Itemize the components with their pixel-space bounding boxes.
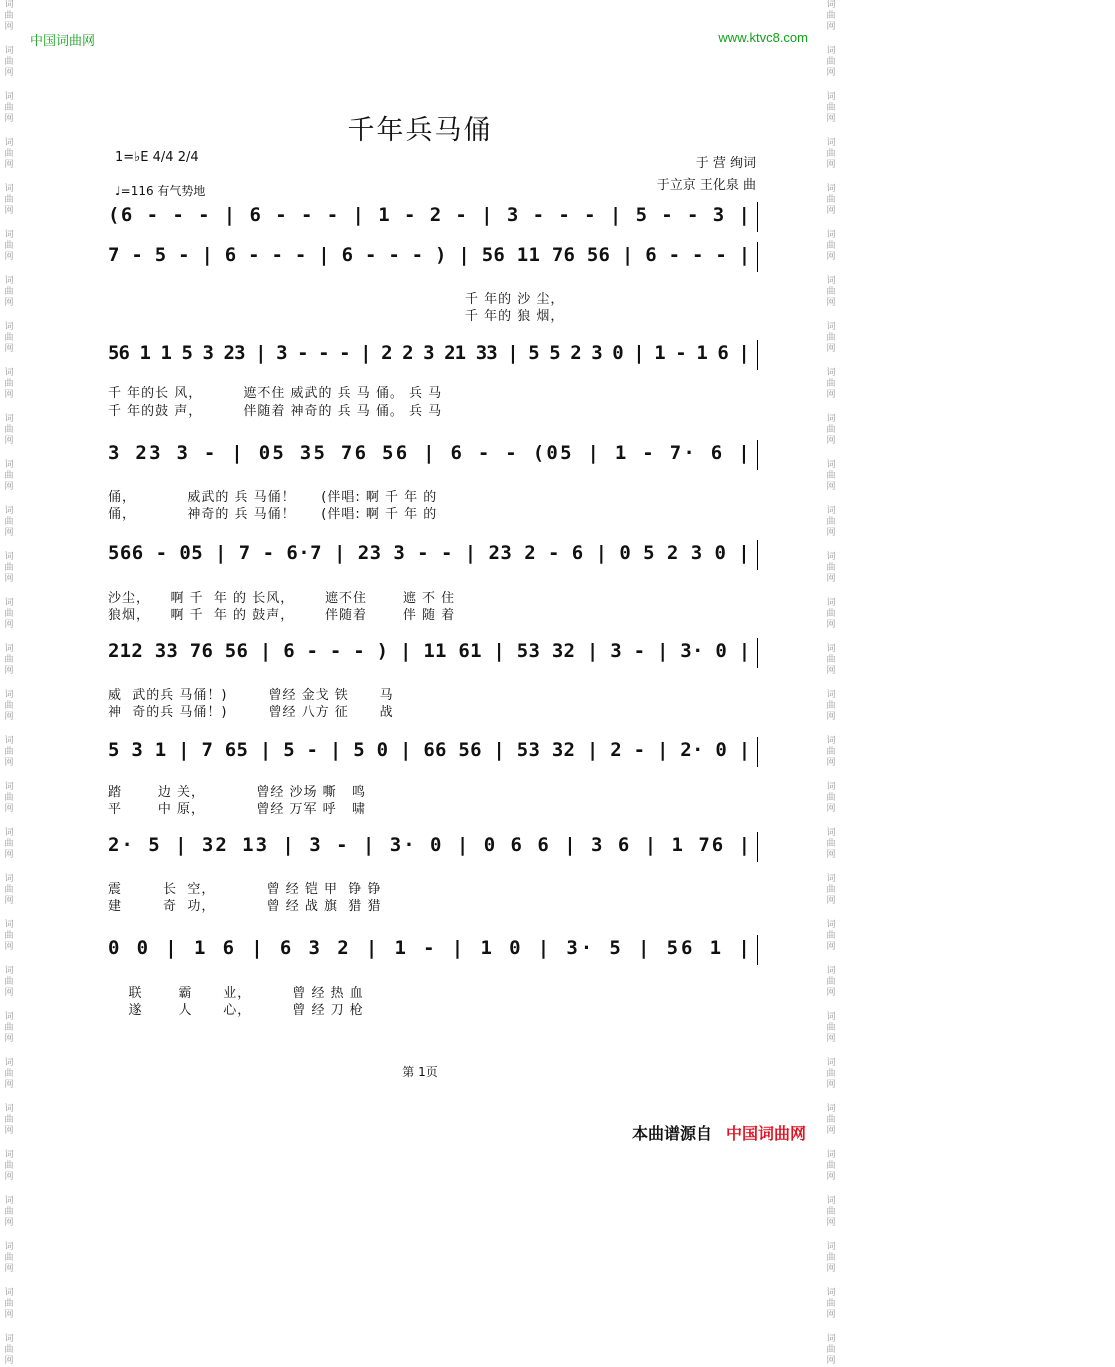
- watermark-group: [824, 0, 838, 33]
- watermark-char: 词: [826, 736, 836, 746]
- watermark-char: 曲: [4, 1299, 14, 1309]
- watermark-char: 词: [826, 690, 836, 700]
- watermark-char: 曲: [4, 977, 14, 987]
- watermark-char: 词: [4, 414, 14, 424]
- watermark-char: 网: [4, 804, 14, 814]
- lyric-line: 神 奇的兵 马俑！) 曾经 八方 征 战: [108, 705, 394, 720]
- watermark-char: 曲: [826, 1069, 836, 1079]
- staff-line: [0, 735, 840, 769]
- watermark-char: 曲: [826, 655, 836, 665]
- watermark-char: 曲: [826, 793, 836, 803]
- barline: [757, 202, 758, 232]
- watermark-char: 词: [4, 230, 14, 240]
- watermark-char: 词: [4, 644, 14, 654]
- watermark-char: 词: [4, 368, 14, 378]
- watermark-char: 网: [4, 942, 14, 952]
- watermark-char: 词: [826, 92, 836, 102]
- tempo-marking: ♩=116 有气势地: [115, 184, 206, 198]
- watermark-char: 网: [826, 1172, 836, 1182]
- barline: [757, 340, 758, 370]
- left-watermark: [2, 0, 16, 1366]
- watermark-char: 网: [826, 206, 836, 216]
- watermark-group: [2, 874, 16, 907]
- lyric-line: 建 奇 功， 曾 经 战 旗 猎 猎: [108, 899, 382, 914]
- watermark-char: 网: [826, 1218, 836, 1228]
- watermark-char: 网: [826, 298, 836, 308]
- watermark-char: 网: [826, 1080, 836, 1090]
- notation: 3 23 3 - | 05 35 76 56 | 6 - - (05 | 1 - 7· 6 |: [108, 442, 752, 464]
- lyricist-credit: 于 营 绚词: [695, 156, 756, 171]
- watermark-group: [824, 46, 838, 79]
- watermark-char: 词: [4, 322, 14, 332]
- watermark-group: [2, 782, 16, 815]
- watermark-char: 词: [826, 1334, 836, 1344]
- site-name-left[interactable]: 中国词曲网: [30, 34, 96, 49]
- watermark-char: 曲: [826, 425, 836, 435]
- watermark-char: 网: [826, 620, 836, 630]
- watermark-char: 曲: [4, 241, 14, 251]
- staff-line: [0, 240, 840, 274]
- lyric-line: 千 年的鼓 声， 伴随着 神奇的 兵 马 俑。 兵 马: [108, 404, 443, 419]
- site-url-right[interactable]: www.ktvc8.com: [718, 30, 808, 45]
- watermark-char: 网: [4, 1080, 14, 1090]
- watermark-char: 网: [4, 436, 14, 446]
- lyric-line: 俑， 神奇的 兵 马俑！ (伴唱: 啊 千 年 的: [108, 507, 438, 522]
- watermark-char: 曲: [4, 1345, 14, 1355]
- watermark-char: 曲: [4, 1207, 14, 1217]
- watermark-group: [2, 966, 16, 999]
- watermark-group: [2, 276, 16, 309]
- watermark-char: 曲: [826, 1345, 836, 1355]
- watermark-char: 曲: [826, 977, 836, 987]
- watermark-char: 曲: [826, 839, 836, 849]
- notation: 566 - 05 | 7 - 6·7 | 23 3 - - | 23 2 - 6 | 0 5 2 3 0 |: [108, 542, 751, 564]
- watermark-char: 词: [4, 1104, 14, 1114]
- watermark-char: 词: [826, 138, 836, 148]
- watermark-char: 网: [4, 1126, 14, 1136]
- watermark-char: 曲: [826, 241, 836, 251]
- watermark-char: 曲: [826, 747, 836, 757]
- watermark-char: 曲: [826, 1161, 836, 1171]
- watermark-group: [824, 1196, 838, 1229]
- watermark-char: 曲: [4, 333, 14, 343]
- watermark-char: 曲: [4, 379, 14, 389]
- lyric-line: 千 年的 沙 尘，: [465, 292, 565, 307]
- watermark-char: 网: [826, 1310, 836, 1320]
- watermark-char: 曲: [4, 885, 14, 895]
- watermark-group: [824, 1012, 838, 1045]
- lyric-line: 千 年的长 风， 遮不住 威武的 兵 马 俑。 兵 马: [108, 386, 443, 401]
- watermark-char: 曲: [826, 609, 836, 619]
- watermark-char: 网: [4, 22, 14, 32]
- watermark-char: 网: [826, 804, 836, 814]
- watermark-char: 曲: [4, 563, 14, 573]
- staff-line: [0, 438, 840, 472]
- lyric-line: 千 年的 狼 烟，: [465, 309, 565, 324]
- watermark-char: 网: [4, 344, 14, 354]
- barline: [757, 935, 758, 965]
- watermark-group: [2, 1334, 16, 1367]
- lyric-line: 震 长 空， 曾 经 铠 甲 铮 铮: [108, 882, 382, 897]
- watermark-char: 曲: [826, 333, 836, 343]
- watermark-char: 词: [826, 414, 836, 424]
- watermark-group: [2, 1150, 16, 1183]
- watermark-char: 词: [826, 1104, 836, 1114]
- watermark-char: 网: [4, 160, 14, 170]
- notation: 212 33 76 56 | 6 - - - ) | 11 61 | 53 32 | 3 - | 3· 0 |: [108, 640, 751, 662]
- watermark-char: 曲: [826, 701, 836, 711]
- watermark-char: 词: [826, 828, 836, 838]
- watermark-char: 词: [4, 920, 14, 930]
- watermark-char: 词: [4, 1150, 14, 1160]
- watermark-char: 曲: [4, 1161, 14, 1171]
- watermark-char: 词: [826, 1196, 836, 1206]
- watermark-char: 曲: [4, 701, 14, 711]
- watermark-char: 词: [4, 1334, 14, 1344]
- staff-line: [0, 830, 840, 864]
- watermark-char: 词: [4, 92, 14, 102]
- watermark-char: 网: [826, 68, 836, 78]
- watermark-char: 网: [4, 1310, 14, 1320]
- watermark-char: 词: [4, 690, 14, 700]
- watermark-char: 网: [4, 390, 14, 400]
- lyric-line: 遂 人 心， 曾 经 刀 枪: [108, 1003, 364, 1018]
- watermark-char: 网: [4, 68, 14, 78]
- watermark-char: 词: [4, 506, 14, 516]
- lyric-line: 俑， 威武的 兵 马俑！ (伴唱: 啊 千 年 的: [108, 490, 438, 505]
- watermark-group: [2, 1012, 16, 1045]
- watermark-char: 曲: [4, 517, 14, 527]
- lyric-line: 联 霸 业， 曾 经 热 血: [108, 986, 364, 1001]
- watermark-char: 网: [4, 1172, 14, 1182]
- watermark-char: 网: [4, 988, 14, 998]
- watermark-char: 词: [826, 506, 836, 516]
- source-label: 本曲谱源自: [631, 1124, 712, 1143]
- watermark-char: 曲: [4, 747, 14, 757]
- watermark-char: 词: [826, 322, 836, 332]
- watermark-char: 网: [826, 436, 836, 446]
- page-number: 第 1页: [402, 1065, 438, 1079]
- watermark-group: [2, 1288, 16, 1321]
- watermark-char: 网: [4, 298, 14, 308]
- watermark-char: 曲: [826, 57, 836, 67]
- watermark-group: [824, 506, 838, 539]
- watermark-group: [824, 1150, 838, 1183]
- watermark-group: [824, 1104, 838, 1137]
- watermark-char: 词: [4, 736, 14, 746]
- watermark-char: 网: [4, 114, 14, 124]
- watermark-char: 曲: [4, 287, 14, 297]
- composer-credit: 于立京 王化泉 曲: [656, 178, 756, 193]
- watermark-char: 词: [4, 782, 14, 792]
- watermark-char: 曲: [826, 1115, 836, 1125]
- barline: [757, 638, 758, 668]
- right-watermark: [824, 0, 838, 1366]
- watermark-char: 网: [4, 712, 14, 722]
- watermark-group: [824, 598, 838, 631]
- watermark-char: 网: [826, 22, 836, 32]
- source-credit: [632, 1121, 806, 1144]
- watermark-char: 词: [826, 276, 836, 286]
- barline: [757, 540, 758, 570]
- watermark-char: 曲: [826, 11, 836, 21]
- watermark-group: [2, 690, 16, 723]
- watermark-char: 网: [826, 988, 836, 998]
- watermark-char: 曲: [826, 195, 836, 205]
- watermark-char: 词: [4, 46, 14, 56]
- watermark-char: 网: [826, 942, 836, 952]
- watermark-char: 词: [826, 0, 836, 10]
- watermark-char: 词: [4, 1288, 14, 1298]
- watermark-char: 词: [826, 1288, 836, 1298]
- notation: 5 3 1 | 7 65 | 5 - | 5 0 | 66 56 | 53 32 | 2 - | 2· 0 |: [108, 739, 751, 761]
- lyric-line: 踏 边 关， 曾经 沙场 嘶 鸣: [108, 785, 367, 800]
- watermark-group: [824, 1242, 838, 1275]
- watermark-char: 曲: [4, 609, 14, 619]
- lyric-line: 沙尘， 啊 千 年 的 长风， 遮不住 遮 不 住: [108, 591, 456, 606]
- watermark-char: 网: [4, 1356, 14, 1366]
- watermark-char: 网: [826, 712, 836, 722]
- barline: [757, 440, 758, 470]
- watermark-char: 词: [826, 598, 836, 608]
- watermark-char: 曲: [826, 1253, 836, 1263]
- staff-line: [0, 200, 840, 234]
- barline: [757, 737, 758, 767]
- watermark-char: 词: [826, 966, 836, 976]
- watermark-char: 曲: [4, 655, 14, 665]
- watermark-char: 曲: [4, 149, 14, 159]
- watermark-char: 曲: [826, 287, 836, 297]
- watermark-char: 网: [826, 1264, 836, 1274]
- watermark-group: [824, 1334, 838, 1367]
- watermark-char: 词: [826, 230, 836, 240]
- staff-line: [0, 636, 840, 670]
- watermark-char: 曲: [4, 425, 14, 435]
- watermark-char: 词: [4, 552, 14, 562]
- song-title: 千年兵马俑: [347, 115, 493, 146]
- staff-line: [0, 538, 840, 572]
- watermark-char: 网: [826, 160, 836, 170]
- watermark-char: 网: [4, 1218, 14, 1228]
- watermark-group: [824, 782, 838, 815]
- watermark-group: [2, 1104, 16, 1137]
- watermark-char: 词: [826, 460, 836, 470]
- watermark-char: 网: [826, 344, 836, 354]
- notation: 56 1 1 5 3 23 | 3 - - - | 2 2 3 21 33 | 5 5 2 3 0 | 1 - 1 6 |: [108, 342, 749, 364]
- watermark-char: 曲: [4, 839, 14, 849]
- watermark-group: [824, 690, 838, 723]
- watermark-char: 词: [826, 874, 836, 884]
- watermark-char: 网: [4, 1034, 14, 1044]
- watermark-char: 词: [826, 368, 836, 378]
- watermark-char: 曲: [4, 57, 14, 67]
- lyric-line: 平 中 原， 曾经 万军 呼 啸: [108, 802, 367, 817]
- watermark-char: 网: [826, 252, 836, 262]
- watermark-char: 网: [4, 666, 14, 676]
- watermark-char: 词: [4, 874, 14, 884]
- notation: (6 - - - | 6 - - - | 1 - 2 - | 3 - - - | 5 - - 3 |: [108, 204, 752, 226]
- watermark-char: 词: [4, 0, 14, 10]
- staff-line: [0, 933, 840, 967]
- watermark-char: 曲: [4, 931, 14, 941]
- barline: [757, 242, 758, 272]
- watermark-char: 词: [4, 828, 14, 838]
- watermark-group: [824, 966, 838, 999]
- watermark-char: 词: [4, 460, 14, 470]
- watermark-char: 网: [826, 390, 836, 400]
- watermark-char: 曲: [4, 1023, 14, 1033]
- watermark-char: 曲: [826, 931, 836, 941]
- watermark-char: 曲: [4, 793, 14, 803]
- watermark-group: [2, 46, 16, 79]
- watermark-char: 词: [826, 46, 836, 56]
- watermark-char: 网: [4, 850, 14, 860]
- lyric-line: 狼烟， 啊 千 年 的 鼓声， 伴随着 伴 随 着: [108, 608, 456, 623]
- watermark-char: 词: [826, 1058, 836, 1068]
- watermark-char: 曲: [4, 471, 14, 481]
- watermark-char: 曲: [826, 149, 836, 159]
- watermark-char: 词: [4, 966, 14, 976]
- watermark-char: 曲: [826, 103, 836, 113]
- watermark-char: 曲: [4, 1253, 14, 1263]
- watermark-char: 曲: [4, 103, 14, 113]
- watermark-char: 网: [4, 1264, 14, 1274]
- watermark-char: 网: [826, 850, 836, 860]
- watermark-char: 曲: [826, 1299, 836, 1309]
- watermark-char: 网: [826, 758, 836, 768]
- watermark-char: 词: [826, 1242, 836, 1252]
- notation: 7 - 5 - | 6 - - - | 6 - - - ) | 56 11 76 56 | 6 - - - |: [108, 244, 751, 266]
- watermark-char: 词: [826, 1150, 836, 1160]
- watermark-char: 网: [826, 114, 836, 124]
- watermark-char: 网: [826, 1356, 836, 1366]
- watermark-group: [824, 1288, 838, 1321]
- watermark-char: 词: [4, 138, 14, 148]
- watermark-char: 词: [826, 644, 836, 654]
- watermark-char: 曲: [826, 517, 836, 527]
- watermark-char: 曲: [826, 379, 836, 389]
- watermark-char: 曲: [4, 1069, 14, 1079]
- notation: 0 0 | 1 6 | 6 3 2 | 1 - | 1 0 | 3· 5 | 56 1 |: [108, 937, 753, 959]
- source-brand[interactable]: 中国词曲网: [725, 1124, 806, 1143]
- watermark-char: 词: [4, 598, 14, 608]
- watermark-group: [824, 368, 838, 401]
- watermark-char: 网: [4, 574, 14, 584]
- watermark-char: 网: [826, 574, 836, 584]
- watermark-char: 网: [826, 896, 836, 906]
- watermark-group: [2, 0, 16, 33]
- watermark-char: 词: [826, 552, 836, 562]
- watermark-char: 网: [4, 206, 14, 216]
- staff-line: [0, 338, 840, 372]
- watermark-char: 曲: [4, 1115, 14, 1125]
- watermark-char: 词: [4, 1196, 14, 1206]
- watermark-char: 网: [826, 666, 836, 676]
- watermark-char: 网: [4, 896, 14, 906]
- watermark-char: 曲: [826, 1207, 836, 1217]
- watermark-char: 词: [826, 782, 836, 792]
- watermark-char: 网: [4, 252, 14, 262]
- watermark-char: 词: [4, 1242, 14, 1252]
- watermark-char: 网: [4, 528, 14, 538]
- watermark-char: 曲: [4, 195, 14, 205]
- watermark-char: 词: [826, 1012, 836, 1022]
- watermark-group: [2, 368, 16, 401]
- key-signature: 1=♭E 4/4 2/4: [115, 150, 199, 165]
- watermark-char: 词: [4, 276, 14, 286]
- watermark-char: 网: [826, 528, 836, 538]
- watermark-char: 词: [826, 920, 836, 930]
- watermark-group: [2, 598, 16, 631]
- lyric-line: 威 武的兵 马俑！) 曾经 金戈 铁 马: [108, 688, 394, 703]
- watermark-char: 网: [826, 1034, 836, 1044]
- watermark-char: 曲: [826, 471, 836, 481]
- watermark-group: [2, 506, 16, 539]
- watermark-char: 网: [826, 1126, 836, 1136]
- watermark-char: 词: [826, 184, 836, 194]
- watermark-char: 曲: [4, 11, 14, 21]
- watermark-group: [824, 874, 838, 907]
- watermark-char: 网: [4, 482, 14, 492]
- watermark-char: 词: [4, 1058, 14, 1068]
- barline: [757, 832, 758, 862]
- watermark-char: 曲: [826, 1023, 836, 1033]
- watermark-char: 网: [826, 482, 836, 492]
- watermark-char: 词: [4, 184, 14, 194]
- watermark-char: 词: [4, 1012, 14, 1022]
- watermark-char: 曲: [826, 563, 836, 573]
- notation: 2· 5 | 32 13 | 3 - | 3· 0 | 0 6 6 | 3 6 | 1 76 |: [108, 834, 753, 856]
- watermark-char: 曲: [826, 885, 836, 895]
- watermark-char: 网: [4, 620, 14, 630]
- watermark-group: [2, 1242, 16, 1275]
- watermark-char: 网: [4, 758, 14, 768]
- watermark-group: [2, 1196, 16, 1229]
